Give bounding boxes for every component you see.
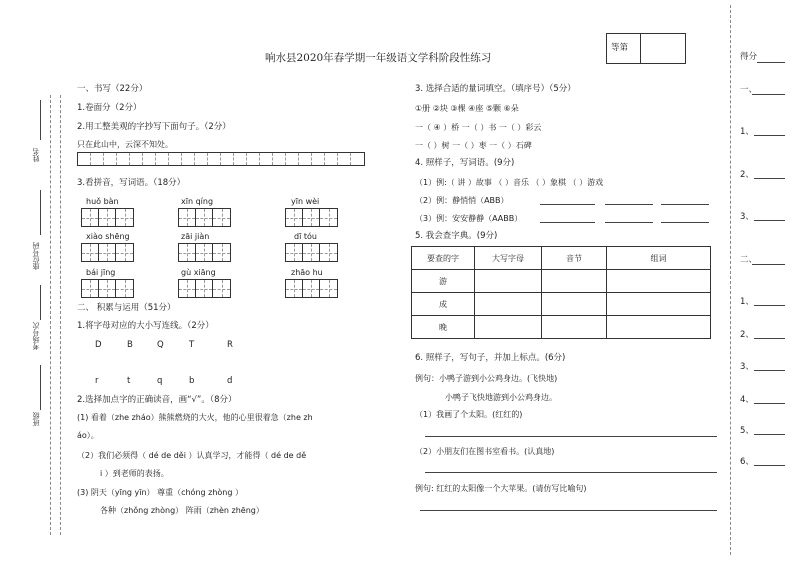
q4-heading: 4. 照样子，写词语。(9分) bbox=[415, 158, 515, 168]
q6-heading: 6. 照样子，写句子，并加上标点。(6分) bbox=[415, 353, 566, 363]
q4-row[interactable]: （1）例:（ 讲 ）故事 （ ）音乐 （ ）象棋 （ ）游戏 bbox=[415, 178, 604, 187]
tianzi-box[interactable] bbox=[81, 279, 134, 298]
left-fold-line bbox=[50, 95, 51, 535]
copy-sentence: 只在此山中，云深不知处。 bbox=[77, 140, 173, 149]
part2-q2: 2.选择加点字的正确读音，画“√”。（8分） bbox=[77, 395, 237, 405]
pinyin-label: zāi jiàn bbox=[181, 232, 210, 241]
right-item: 2、 bbox=[740, 170, 754, 180]
table-header: 要查的字 bbox=[412, 247, 475, 270]
pron-line: （2）我们必须得（ dé de děi ）认真学习，才能得（ dé de dě bbox=[77, 451, 307, 460]
q6-example2: 例句: 红红的太阳像一个大苹果。(请仿写比喻句) bbox=[415, 484, 587, 493]
table-cell: 晚 bbox=[412, 316, 475, 339]
grade-box bbox=[606, 33, 686, 64]
seat-label: 座位号码 bbox=[32, 242, 40, 270]
copy-grid-row[interactable] bbox=[77, 152, 365, 166]
table-cell: 游 bbox=[412, 270, 475, 293]
pron-line: 各种（zhǒng zhòng） 阵雨（zhèn zhēng） bbox=[100, 506, 264, 515]
upper-letter[interactable]: R bbox=[227, 340, 233, 350]
pinyin-label: zhāo hu bbox=[291, 268, 323, 277]
upper-letter[interactable]: D bbox=[95, 340, 102, 350]
name-line bbox=[40, 100, 41, 140]
right-item: 1、 bbox=[740, 297, 754, 307]
q6-sentence: （2）小朋友们在图书室看书。(认真地) bbox=[415, 447, 555, 456]
part1-q1: 1.卷面分（2分） bbox=[77, 103, 142, 113]
q6-sentence: （1）我画了个太阳。(红红的) bbox=[415, 410, 523, 419]
right-item: 1、 bbox=[740, 127, 754, 137]
right-item: 2、 bbox=[740, 330, 754, 340]
tianzi-box[interactable] bbox=[81, 208, 134, 227]
part1-q2: 2.用工整美观的字抄写下面句子。（2分） bbox=[77, 122, 231, 132]
right-item: 5、 bbox=[740, 426, 754, 436]
pinyin-label: xiào shēng bbox=[86, 232, 130, 241]
part2-heading: 二、 积累与运用（51分） bbox=[77, 303, 176, 313]
pron-line: (1) 看着（zhe zháo）熊熊燃烧的大火，他的心里很着急（zhe zh bbox=[77, 413, 313, 422]
pron-line: áo）。 bbox=[77, 431, 99, 440]
q3-options: ①册 ②块 ③棵 ④座 ⑤颗 ⑥朵 bbox=[415, 104, 519, 113]
upper-letter[interactable]: Q bbox=[157, 340, 164, 350]
table-cell: 成 bbox=[412, 293, 475, 316]
tianzi-box[interactable] bbox=[285, 243, 338, 262]
lower-letter[interactable]: t bbox=[127, 376, 131, 386]
tianzi-box[interactable] bbox=[178, 208, 231, 227]
upper-letter[interactable]: B bbox=[127, 340, 133, 350]
left-fold-line-2 bbox=[60, 95, 61, 535]
sec1-label: 一、 bbox=[740, 85, 758, 95]
pinyin-label: dī tóu bbox=[294, 232, 317, 241]
lower-letter[interactable]: b bbox=[189, 376, 195, 386]
q6-example: 例句：小鸭子游到小公鸡身边。(飞快地) bbox=[415, 374, 558, 383]
table-row bbox=[412, 270, 711, 293]
part1-q3: 3.看拼音，写词语。（18分） bbox=[77, 178, 186, 188]
dictionary-table bbox=[411, 246, 711, 339]
pinyin-label: gù xiāng bbox=[181, 268, 216, 277]
tianzi-box[interactable] bbox=[285, 208, 338, 227]
lower-letter[interactable]: q bbox=[157, 376, 163, 386]
upper-letter[interactable]: T bbox=[189, 340, 195, 350]
part1-heading: 一、书写（22分） bbox=[77, 84, 148, 94]
tianzi-box[interactable] bbox=[178, 279, 231, 298]
sec2-label: 二、 bbox=[740, 255, 758, 265]
answer-line[interactable] bbox=[420, 510, 717, 511]
class-label: 班级 bbox=[32, 412, 40, 426]
pinyin-label: xīn qíng bbox=[181, 197, 214, 206]
tianzi-box[interactable] bbox=[285, 279, 338, 298]
seat-line bbox=[40, 190, 41, 235]
room-label: 考场号次 bbox=[32, 322, 40, 350]
pron-line: (3) 阴天（yīng yīn） 尊重（chóng zhòng ） bbox=[77, 488, 244, 497]
lower-letter[interactable]: r bbox=[95, 376, 99, 386]
lower-letter[interactable]: d bbox=[227, 376, 233, 386]
pinyin-label: huǒ bàn bbox=[86, 197, 119, 206]
answer-line[interactable] bbox=[425, 472, 717, 473]
tianzi-box[interactable] bbox=[81, 243, 134, 262]
q4-row: （3）例：安安静静（AABB） bbox=[415, 214, 523, 223]
q3-row[interactable]: 一（ ）树 一（ ）枣 一（ ）石碑 bbox=[415, 141, 532, 150]
right-fold-line bbox=[730, 5, 731, 555]
class-line bbox=[40, 365, 41, 410]
page-title: 响水县2020年春学期一年级语文学科阶段性练习 bbox=[265, 52, 492, 64]
right-item: 4、 bbox=[740, 395, 754, 405]
pron-line: i ）到老师的表扬。 bbox=[100, 469, 169, 478]
q5-heading: 5. 我会查字典。(9分) bbox=[415, 231, 498, 241]
q3-heading: 3. 选择合适的量词填空。（填序号）（5分） bbox=[415, 84, 576, 94]
tianzi-box[interactable] bbox=[178, 243, 231, 262]
table-row bbox=[412, 316, 711, 339]
name-label: 姓名 bbox=[32, 148, 40, 162]
q4-row: （2）例：静悄悄（ABB） bbox=[415, 196, 509, 205]
answer-line[interactable] bbox=[425, 436, 717, 437]
grade-box-label: 等第 bbox=[611, 43, 629, 53]
right-item: 3、 bbox=[740, 362, 754, 372]
score-label: 得分 bbox=[740, 52, 758, 62]
q6-example-answer: 小鸭子飞快地游到小公鸡身边。 bbox=[445, 393, 557, 402]
q3-row[interactable]: 一（ ④ ）桥 一（ ）书 一（ ）彩云 bbox=[415, 123, 542, 132]
table-header: 音节 bbox=[542, 247, 607, 270]
room-line bbox=[40, 285, 41, 320]
table-header: 组词 bbox=[607, 247, 711, 270]
right-item: 6、 bbox=[740, 457, 754, 467]
table-header: 大写字母 bbox=[475, 247, 542, 270]
right-item: 3、 bbox=[740, 212, 754, 222]
pinyin-label: yīn wèi bbox=[291, 197, 320, 206]
part2-q1: 1.将字母对应的大小写连线。（2分） bbox=[77, 321, 214, 331]
pinyin-label: bái jīng bbox=[86, 268, 116, 277]
table-row bbox=[412, 293, 711, 316]
